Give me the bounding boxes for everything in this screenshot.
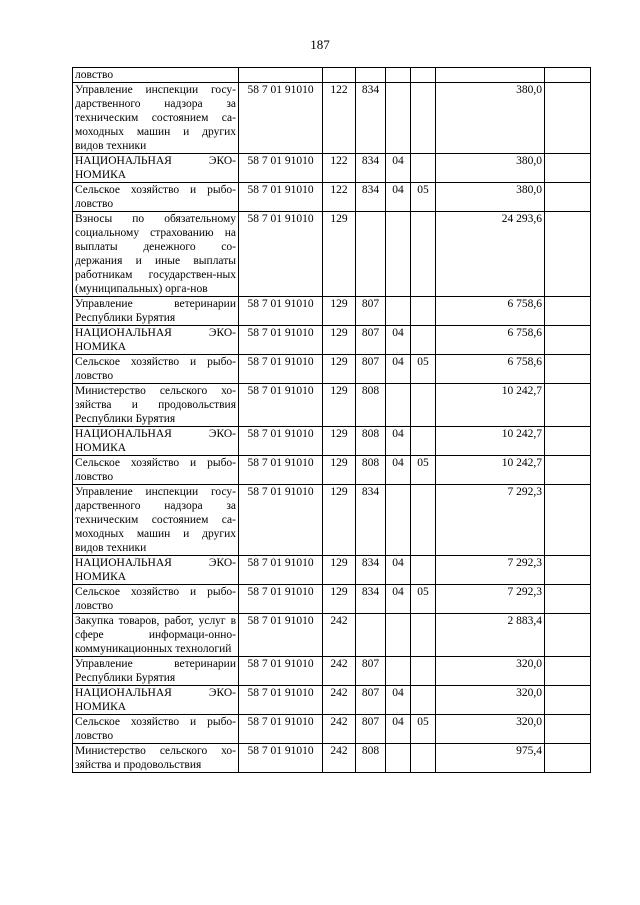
subsection-cell <box>411 614 436 657</box>
expense-type-cell: 242 <box>323 686 356 715</box>
table-row <box>73 83 591 154</box>
administrator-cell: 834 <box>356 154 386 183</box>
amount-cell: 10 242,7 <box>436 384 545 427</box>
expense-type-cell: 129 <box>323 585 356 614</box>
table-row <box>73 68 591 83</box>
extra-cell <box>545 427 591 456</box>
amount-cell: 320,0 <box>436 686 545 715</box>
extra-cell <box>545 456 591 485</box>
subsection-cell <box>411 212 436 297</box>
expense-type-cell: 129 <box>323 384 356 427</box>
extra-cell <box>545 326 591 355</box>
table-row <box>73 744 591 773</box>
subsection-cell: 05 <box>411 585 436 614</box>
section-cell <box>386 384 411 427</box>
administrator-cell: 807 <box>356 355 386 384</box>
section-cell: 04 <box>386 427 411 456</box>
target-code-cell: 58 7 01 91010 <box>239 657 323 686</box>
extra-cell <box>545 614 591 657</box>
table-row <box>73 715 591 744</box>
subsection-cell <box>411 83 436 154</box>
target-code-cell: 58 7 01 91010 <box>239 297 323 326</box>
subsection-cell <box>411 427 436 456</box>
administrator-cell: 834 <box>356 485 386 556</box>
administrator-cell: 807 <box>356 686 386 715</box>
extra-cell <box>545 686 591 715</box>
amount-cell <box>436 68 545 83</box>
section-cell <box>386 744 411 773</box>
section-cell <box>386 485 411 556</box>
expense-type-cell: 129 <box>323 297 356 326</box>
amount-cell: 24 293,6 <box>436 212 545 297</box>
expense-type-cell: 122 <box>323 83 356 154</box>
subsection-cell: 05 <box>411 456 436 485</box>
target-code-cell <box>239 68 323 83</box>
extra-cell <box>545 68 591 83</box>
extra-cell <box>545 556 591 585</box>
expense-type-cell: 129 <box>323 355 356 384</box>
amount-cell: 380,0 <box>436 83 545 154</box>
row-name-cell: Закупка товаров, работ, услуг в сфере информаци-онно-коммуникационных технологий <box>73 614 239 657</box>
table-row <box>73 585 591 614</box>
amount-cell: 7 292,3 <box>436 556 545 585</box>
budget-table <box>72 67 591 773</box>
administrator-cell: 808 <box>356 384 386 427</box>
extra-cell <box>545 297 591 326</box>
extra-cell <box>545 212 591 297</box>
expense-type-cell: 242 <box>323 657 356 686</box>
table-row <box>73 456 591 485</box>
table-row <box>73 326 591 355</box>
administrator-cell <box>356 614 386 657</box>
section-cell: 04 <box>386 183 411 212</box>
expense-type-cell: 129 <box>323 427 356 456</box>
row-name-cell: Управление ветеринарии Республики Бурятия <box>73 297 239 326</box>
target-code-cell: 58 7 01 91010 <box>239 83 323 154</box>
table-row <box>73 427 591 456</box>
section-cell: 04 <box>386 154 411 183</box>
administrator-cell <box>356 212 386 297</box>
row-name-cell: Сельское хозяйство и рыбо-ловство <box>73 585 239 614</box>
amount-cell: 6 758,6 <box>436 355 545 384</box>
row-name-cell: Взносы по обязательному социальному страхованию на выплаты денежного со-держания и иные выплаты работникам государствен-ных (муниципальных) орга-нов <box>73 212 239 297</box>
administrator-cell: 808 <box>356 456 386 485</box>
administrator-cell: 807 <box>356 297 386 326</box>
section-cell <box>386 68 411 83</box>
table-row <box>73 154 591 183</box>
administrator-cell: 807 <box>356 657 386 686</box>
expense-type-cell: 122 <box>323 183 356 212</box>
section-cell: 04 <box>386 355 411 384</box>
expense-type-cell: 129 <box>323 456 356 485</box>
subsection-cell <box>411 384 436 427</box>
target-code-cell: 58 7 01 91010 <box>239 585 323 614</box>
target-code-cell: 58 7 01 91010 <box>239 427 323 456</box>
table-row <box>73 657 591 686</box>
section-cell: 04 <box>386 686 411 715</box>
target-code-cell: 58 7 01 91010 <box>239 154 323 183</box>
row-name-cell: НАЦИОНАЛЬНАЯ ЭКО-НОМИКА <box>73 427 239 456</box>
extra-cell <box>545 715 591 744</box>
administrator-cell <box>356 68 386 83</box>
table-row <box>73 384 591 427</box>
table-row <box>73 614 591 657</box>
section-cell <box>386 212 411 297</box>
table-row <box>73 485 591 556</box>
amount-cell: 6 758,6 <box>436 297 545 326</box>
administrator-cell: 834 <box>356 183 386 212</box>
administrator-cell: 834 <box>356 83 386 154</box>
row-name-cell: НАЦИОНАЛЬНАЯ ЭКО-НОМИКА <box>73 326 239 355</box>
target-code-cell: 58 7 01 91010 <box>239 686 323 715</box>
expense-type-cell: 242 <box>323 614 356 657</box>
amount-cell: 320,0 <box>436 715 545 744</box>
target-code-cell: 58 7 01 91010 <box>239 456 323 485</box>
administrator-cell: 807 <box>356 326 386 355</box>
subsection-cell <box>411 744 436 773</box>
expense-type-cell: 122 <box>323 154 356 183</box>
administrator-cell: 808 <box>356 744 386 773</box>
subsection-cell <box>411 686 436 715</box>
row-name-cell: Сельское хозяйство и рыбо-ловство <box>73 456 239 485</box>
row-name-cell: Министерство сельского хо-зяйства и продовольствия Республики Бурятия <box>73 384 239 427</box>
row-name-cell: НАЦИОНАЛЬНАЯ ЭКО-НОМИКА <box>73 154 239 183</box>
subsection-cell <box>411 154 436 183</box>
row-name-cell: Министерство сельского хо-зяйства и продовольствия <box>73 744 239 773</box>
expense-type-cell: 242 <box>323 715 356 744</box>
section-cell: 04 <box>386 715 411 744</box>
target-code-cell: 58 7 01 91010 <box>239 556 323 585</box>
row-name-cell: Управление инспекции госу-дарственного надзора за техническим состоянием са-моходных машин и других видов техники <box>73 83 239 154</box>
subsection-cell <box>411 326 436 355</box>
row-name-cell: Управление ветеринарии Республики Бурятия <box>73 657 239 686</box>
section-cell <box>386 83 411 154</box>
amount-cell: 10 242,7 <box>436 427 545 456</box>
row-name-cell: Сельское хозяйство и рыбо-ловство <box>73 355 239 384</box>
target-code-cell: 58 7 01 91010 <box>239 384 323 427</box>
table-row <box>73 212 591 297</box>
expense-type-cell <box>323 68 356 83</box>
extra-cell <box>545 744 591 773</box>
amount-cell: 320,0 <box>436 657 545 686</box>
expense-type-cell: 129 <box>323 556 356 585</box>
section-cell <box>386 614 411 657</box>
row-name-cell: Сельское хозяйство и рыбо-ловство <box>73 183 239 212</box>
extra-cell <box>545 657 591 686</box>
expense-type-cell: 129 <box>323 326 356 355</box>
administrator-cell: 834 <box>356 556 386 585</box>
extra-cell <box>545 183 591 212</box>
extra-cell <box>545 154 591 183</box>
table-row <box>73 183 591 212</box>
target-code-cell: 58 7 01 91010 <box>239 744 323 773</box>
target-code-cell: 58 7 01 91010 <box>239 212 323 297</box>
amount-cell: 7 292,3 <box>436 585 545 614</box>
row-name-cell: ловство <box>73 68 239 83</box>
extra-cell <box>545 83 591 154</box>
subsection-cell <box>411 68 436 83</box>
table-row <box>73 297 591 326</box>
extra-cell <box>545 384 591 427</box>
target-code-cell: 58 7 01 91010 <box>239 485 323 556</box>
row-name-cell: НАЦИОНАЛЬНАЯ ЭКО-НОМИКА <box>73 686 239 715</box>
amount-cell: 380,0 <box>436 183 545 212</box>
row-name-cell: Управление инспекции госу-дарственного надзора за техническим состоянием са-моходных машин и других видов техники <box>73 485 239 556</box>
extra-cell <box>545 355 591 384</box>
section-cell <box>386 297 411 326</box>
row-name-cell: Сельское хозяйство и рыбо-ловство <box>73 715 239 744</box>
page-number: 187 <box>310 37 330 52</box>
amount-cell: 10 242,7 <box>436 456 545 485</box>
amount-cell: 2 883,4 <box>436 614 545 657</box>
expense-type-cell: 129 <box>323 485 356 556</box>
amount-cell: 380,0 <box>436 154 545 183</box>
table-body <box>73 68 591 773</box>
target-code-cell: 58 7 01 91010 <box>239 614 323 657</box>
amount-cell: 7 292,3 <box>436 485 545 556</box>
target-code-cell: 58 7 01 91010 <box>239 183 323 212</box>
subsection-cell <box>411 485 436 556</box>
amount-cell: 6 758,6 <box>436 326 545 355</box>
table-row <box>73 355 591 384</box>
subsection-cell: 05 <box>411 355 436 384</box>
section-cell: 04 <box>386 326 411 355</box>
table-row <box>73 556 591 585</box>
target-code-cell: 58 7 01 91010 <box>239 355 323 384</box>
expense-type-cell: 242 <box>323 744 356 773</box>
section-cell: 04 <box>386 585 411 614</box>
row-name-cell: НАЦИОНАЛЬНАЯ ЭКО-НОМИКА <box>73 556 239 585</box>
subsection-cell <box>411 297 436 326</box>
section-cell <box>386 657 411 686</box>
amount-cell: 975,4 <box>436 744 545 773</box>
subsection-cell: 05 <box>411 715 436 744</box>
expense-type-cell: 129 <box>323 212 356 297</box>
administrator-cell: 834 <box>356 585 386 614</box>
section-cell: 04 <box>386 456 411 485</box>
subsection-cell <box>411 657 436 686</box>
subsection-cell <box>411 556 436 585</box>
section-cell: 04 <box>386 556 411 585</box>
subsection-cell: 05 <box>411 183 436 212</box>
target-code-cell: 58 7 01 91010 <box>239 715 323 744</box>
extra-cell <box>545 585 591 614</box>
extra-cell <box>545 485 591 556</box>
table-row <box>73 686 591 715</box>
target-code-cell: 58 7 01 91010 <box>239 326 323 355</box>
administrator-cell: 808 <box>356 427 386 456</box>
administrator-cell: 807 <box>356 715 386 744</box>
